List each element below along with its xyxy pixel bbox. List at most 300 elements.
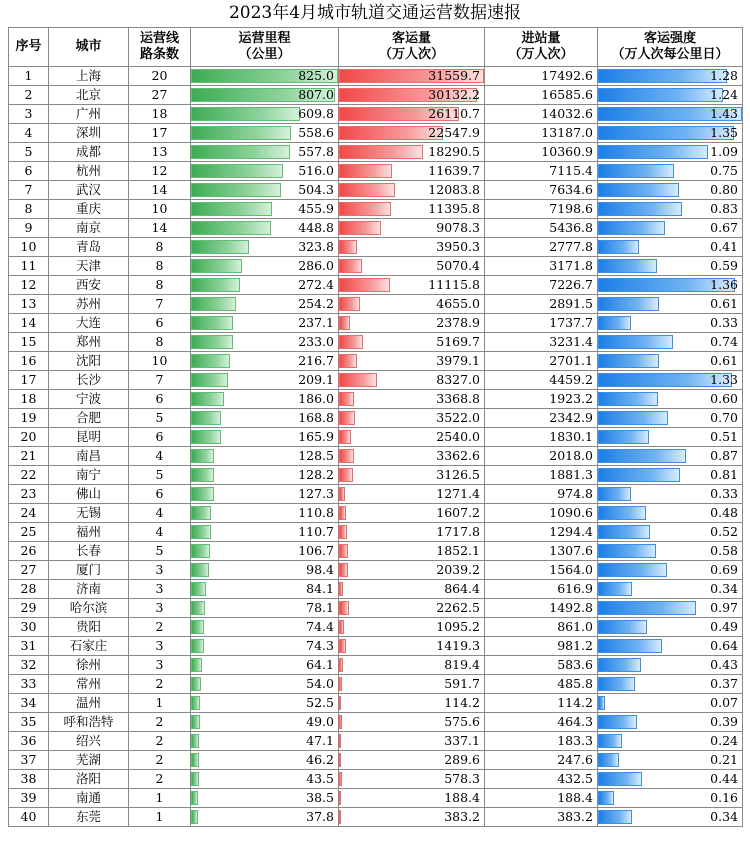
row-intensity-value: 0.52 — [710, 524, 738, 539]
row-index: 11 — [9, 257, 49, 276]
row-intensity — [598, 352, 743, 371]
table-row — [9, 257, 743, 276]
row-intensity — [598, 390, 743, 409]
row-mileage-bar — [191, 240, 249, 254]
row-index: 29 — [9, 599, 49, 618]
row-lines: 14 — [129, 219, 191, 238]
row-index: 13 — [9, 295, 49, 314]
row-mileage — [191, 808, 339, 827]
row-passengers-value: 30132.2 — [428, 87, 480, 102]
row-passengers-value: 3362.6 — [436, 448, 480, 463]
table-row — [9, 561, 743, 580]
row-intensity — [598, 314, 743, 333]
row-city: 西安 — [49, 276, 129, 295]
row-entries: 583.6 — [485, 656, 598, 675]
row-entries: 1830.1 — [485, 428, 598, 447]
row-index: 12 — [9, 276, 49, 295]
row-city: 贵阳 — [49, 618, 129, 637]
row-lines: 5 — [129, 409, 191, 428]
row-city: 石家庄 — [49, 637, 129, 656]
row-passengers — [339, 637, 485, 656]
table-row — [9, 143, 743, 162]
header-entries: 进站量 （万人次） — [485, 28, 598, 67]
row-mileage — [191, 428, 339, 447]
row-mileage — [191, 352, 339, 371]
row-entries: 432.5 — [485, 770, 598, 789]
row-entries: 1881.3 — [485, 466, 598, 485]
row-passengers-bar — [339, 506, 346, 520]
table-row — [9, 599, 743, 618]
row-passengers-value: 3126.5 — [436, 467, 480, 482]
row-passengers-bar — [339, 810, 341, 824]
row-intensity — [598, 409, 743, 428]
row-city: 广州 — [49, 105, 129, 124]
row-mileage — [191, 789, 339, 808]
row-mileage — [191, 200, 339, 219]
row-mileage — [191, 504, 339, 523]
row-intensity — [598, 257, 743, 276]
row-index: 5 — [9, 143, 49, 162]
row-mileage-bar — [191, 107, 300, 121]
row-index: 34 — [9, 694, 49, 713]
row-entries: 14032.6 — [485, 105, 598, 124]
table-row — [9, 295, 743, 314]
row-intensity-value: 0.58 — [710, 543, 738, 558]
row-index: 7 — [9, 181, 49, 200]
row-mileage-value: 52.5 — [306, 695, 334, 710]
table-row — [9, 447, 743, 466]
row-mileage-bar — [191, 734, 199, 748]
table-row — [9, 656, 743, 675]
row-city: 郑州 — [49, 333, 129, 352]
row-passengers — [339, 200, 485, 219]
table-row — [9, 219, 743, 238]
row-mileage — [191, 770, 339, 789]
table-header — [9, 28, 743, 67]
row-mileage-value: 825.0 — [298, 68, 334, 83]
row-mileage — [191, 276, 339, 295]
row-mileage-value: 237.1 — [298, 315, 334, 330]
row-passengers — [339, 751, 485, 770]
row-passengers — [339, 447, 485, 466]
row-mileage-bar — [191, 468, 214, 482]
row-passengers-bar — [339, 392, 354, 406]
row-intensity-value: 0.43 — [710, 657, 738, 672]
row-passengers-value: 289.6 — [444, 752, 480, 767]
row-index: 20 — [9, 428, 49, 447]
row-intensity-bar — [598, 88, 723, 102]
row-intensity-bar — [598, 468, 680, 482]
row-intensity — [598, 751, 743, 770]
row-lines: 3 — [129, 656, 191, 675]
row-intensity — [598, 466, 743, 485]
row-passengers — [339, 542, 485, 561]
row-lines: 2 — [129, 732, 191, 751]
table-row — [9, 162, 743, 181]
row-intensity — [598, 789, 743, 808]
row-intensity-value: 0.16 — [710, 790, 738, 805]
row-lines: 27 — [129, 86, 191, 105]
row-passengers-value: 11395.8 — [428, 201, 480, 216]
row-mileage-bar — [191, 696, 200, 710]
row-mileage-value: 43.5 — [306, 771, 334, 786]
row-intensity — [598, 200, 743, 219]
row-passengers-bar — [339, 411, 355, 425]
table-row — [9, 409, 743, 428]
row-index: 31 — [9, 637, 49, 656]
row-lines: 3 — [129, 561, 191, 580]
row-lines: 3 — [129, 580, 191, 599]
row-entries: 13187.0 — [485, 124, 598, 143]
row-intensity — [598, 428, 743, 447]
row-passengers-value: 26110.7 — [428, 106, 480, 121]
row-lines: 12 — [129, 162, 191, 181]
row-mileage-value: 448.8 — [298, 220, 334, 235]
row-intensity-bar — [598, 449, 686, 463]
row-passengers — [339, 504, 485, 523]
row-mileage-value: 286.0 — [298, 258, 334, 273]
row-intensity-value: 0.83 — [710, 201, 738, 216]
row-intensity-value: 0.69 — [710, 562, 738, 577]
row-city: 沈阳 — [49, 352, 129, 371]
row-intensity-bar — [598, 430, 649, 444]
row-intensity-bar — [598, 487, 631, 501]
row-entries: 2342.9 — [485, 409, 598, 428]
row-lines: 10 — [129, 200, 191, 219]
table-row — [9, 238, 743, 257]
table-row — [9, 371, 743, 390]
row-entries: 2018.0 — [485, 447, 598, 466]
row-passengers-value: 3522.0 — [436, 410, 480, 425]
row-intensity-value: 0.44 — [710, 771, 738, 786]
row-mileage — [191, 371, 339, 390]
row-lines: 1 — [129, 808, 191, 827]
row-passengers-bar — [339, 145, 423, 159]
row-passengers-value: 8327.0 — [436, 372, 480, 387]
row-passengers — [339, 808, 485, 827]
row-intensity-bar — [598, 563, 667, 577]
row-mileage — [191, 751, 339, 770]
row-passengers-bar — [339, 753, 341, 767]
row-lines: 4 — [129, 504, 191, 523]
row-entries: 7634.6 — [485, 181, 598, 200]
row-passengers — [339, 428, 485, 447]
row-mileage-value: 168.8 — [298, 410, 334, 425]
row-passengers-value: 22547.9 — [428, 125, 480, 140]
row-mileage-bar — [191, 202, 272, 216]
row-passengers-bar — [339, 335, 363, 349]
row-passengers-value: 1419.3 — [436, 638, 480, 653]
row-mileage-value: 216.7 — [298, 353, 334, 368]
row-passengers-bar — [339, 734, 341, 748]
row-passengers-bar — [339, 354, 357, 368]
row-lines: 6 — [129, 390, 191, 409]
row-lines: 8 — [129, 333, 191, 352]
row-mileage-value: 557.8 — [298, 144, 334, 159]
row-mileage-bar — [191, 411, 221, 425]
table-row — [9, 732, 743, 751]
row-mileage — [191, 238, 339, 257]
row-passengers-value: 1095.2 — [436, 619, 480, 634]
row-intensity-value: 1.09 — [710, 144, 738, 159]
row-entries: 2891.5 — [485, 295, 598, 314]
row-intensity-bar — [598, 810, 632, 824]
row-entries: 2701.1 — [485, 352, 598, 371]
row-mileage-value: 323.8 — [298, 239, 334, 254]
row-intensity-value: 0.21 — [710, 752, 738, 767]
row-passengers — [339, 713, 485, 732]
row-passengers — [339, 162, 485, 181]
row-entries: 7198.6 — [485, 200, 598, 219]
row-index: 40 — [9, 808, 49, 827]
row-passengers-value: 2039.2 — [436, 562, 480, 577]
row-mileage-bar — [191, 335, 233, 349]
row-passengers-value: 11115.8 — [428, 277, 480, 292]
row-mileage-bar — [191, 506, 211, 520]
table-body — [9, 67, 743, 827]
row-intensity-bar — [598, 753, 619, 767]
row-lines: 13 — [129, 143, 191, 162]
row-mileage-bar — [191, 601, 205, 615]
row-passengers-value: 2378.9 — [436, 315, 480, 330]
row-passengers — [339, 675, 485, 694]
row-passengers-bar — [339, 487, 345, 501]
row-passengers — [339, 181, 485, 200]
row-intensity — [598, 143, 743, 162]
row-index: 9 — [9, 219, 49, 238]
row-intensity-bar — [598, 297, 659, 311]
row-passengers — [339, 276, 485, 295]
row-city: 温州 — [49, 694, 129, 713]
row-intensity-value: 0.67 — [710, 220, 738, 235]
row-mileage-value: 47.1 — [306, 733, 334, 748]
table-row — [9, 333, 743, 352]
row-lines: 6 — [129, 314, 191, 333]
row-passengers-value: 337.1 — [444, 733, 480, 748]
row-passengers — [339, 656, 485, 675]
row-intensity-value: 0.24 — [710, 733, 738, 748]
row-index: 15 — [9, 333, 49, 352]
row-mileage-value: 38.5 — [306, 790, 334, 805]
row-intensity — [598, 637, 743, 656]
row-intensity-bar — [598, 411, 668, 425]
table-row — [9, 713, 743, 732]
row-mileage-bar — [191, 316, 233, 330]
row-mileage — [191, 257, 339, 276]
row-mileage — [191, 675, 339, 694]
row-entries: 10360.9 — [485, 143, 598, 162]
row-mileage-bar — [191, 791, 198, 805]
row-mileage — [191, 314, 339, 333]
row-city: 南昌 — [49, 447, 129, 466]
row-index: 8 — [9, 200, 49, 219]
table-row — [9, 314, 743, 333]
row-mileage — [191, 333, 339, 352]
row-lines: 4 — [129, 447, 191, 466]
row-mileage — [191, 143, 339, 162]
row-entries: 464.3 — [485, 713, 598, 732]
row-lines: 3 — [129, 637, 191, 656]
row-entries: 16585.6 — [485, 86, 598, 105]
table-row — [9, 675, 743, 694]
row-mileage-value: 807.0 — [298, 87, 334, 102]
row-entries: 1492.8 — [485, 599, 598, 618]
row-intensity-value: 0.59 — [710, 258, 738, 273]
row-intensity-bar — [598, 506, 646, 520]
row-city: 东莞 — [49, 808, 129, 827]
row-index: 23 — [9, 485, 49, 504]
row-passengers-bar — [339, 297, 360, 311]
table-row — [9, 618, 743, 637]
row-entries: 383.2 — [485, 808, 598, 827]
row-intensity-value: 0.74 — [710, 334, 738, 349]
row-intensity-bar — [598, 316, 631, 330]
row-mileage-bar — [191, 563, 209, 577]
row-passengers-value: 3368.8 — [436, 391, 480, 406]
row-passengers-bar — [339, 316, 350, 330]
row-index: 4 — [9, 124, 49, 143]
row-lines: 20 — [129, 67, 191, 86]
row-intensity — [598, 808, 743, 827]
row-mileage-bar — [191, 487, 214, 501]
row-intensity — [598, 86, 743, 105]
row-lines: 8 — [129, 238, 191, 257]
row-mileage-value: 455.9 — [298, 201, 334, 216]
row-index: 32 — [9, 656, 49, 675]
row-passengers-bar — [339, 240, 357, 254]
row-passengers-value: 18290.5 — [428, 144, 480, 159]
row-passengers — [339, 580, 485, 599]
row-city: 呼和浩特 — [49, 713, 129, 732]
row-mileage-value: 516.0 — [298, 163, 334, 178]
row-passengers — [339, 219, 485, 238]
table-row — [9, 276, 743, 295]
row-intensity-value: 1.24 — [710, 87, 738, 102]
row-mileage-bar — [191, 145, 290, 159]
row-intensity-value: 0.34 — [710, 809, 738, 824]
row-mileage-value: 74.4 — [306, 619, 334, 634]
row-lines: 5 — [129, 542, 191, 561]
row-entries: 114.2 — [485, 694, 598, 713]
row-mileage — [191, 447, 339, 466]
row-passengers-bar — [339, 449, 354, 463]
header-city: 城市 — [49, 28, 129, 67]
row-mileage-value: 128.2 — [298, 467, 334, 482]
row-intensity — [598, 219, 743, 238]
row-index: 33 — [9, 675, 49, 694]
row-passengers — [339, 295, 485, 314]
row-intensity-value: 0.37 — [710, 676, 738, 691]
row-intensity-bar — [598, 620, 647, 634]
header-idx: 序号 — [9, 28, 49, 67]
row-passengers-bar — [339, 639, 346, 653]
row-city: 南宁 — [49, 466, 129, 485]
row-lines: 7 — [129, 295, 191, 314]
row-passengers-value: 12083.8 — [428, 182, 480, 197]
row-city: 杭州 — [49, 162, 129, 181]
table-row — [9, 428, 743, 447]
row-passengers-value: 578.3 — [444, 771, 480, 786]
row-mileage-value: 165.9 — [298, 429, 334, 444]
row-intensity-bar — [598, 601, 696, 615]
row-mileage-bar — [191, 658, 202, 672]
row-mileage — [191, 542, 339, 561]
table-row — [9, 580, 743, 599]
row-mileage-value: 64.1 — [306, 657, 334, 672]
row-intensity — [598, 713, 743, 732]
row-mileage-bar — [191, 620, 204, 634]
header-lines: 运营线 路条数 — [129, 28, 191, 67]
row-mileage — [191, 295, 339, 314]
row-intensity-bar — [598, 164, 674, 178]
row-intensity-bar — [598, 525, 650, 539]
row-passengers-bar — [339, 183, 395, 197]
row-index: 18 — [9, 390, 49, 409]
row-mileage-value: 110.7 — [298, 524, 334, 539]
row-passengers-value: 2262.5 — [436, 600, 480, 615]
row-intensity-value: 0.61 — [710, 353, 738, 368]
row-mileage-bar — [191, 392, 224, 406]
row-mileage-value: 46.2 — [306, 752, 334, 767]
row-passengers-value: 4655.0 — [436, 296, 480, 311]
row-intensity-bar — [598, 639, 662, 653]
row-intensity-bar — [598, 696, 605, 710]
row-entries: 974.8 — [485, 485, 598, 504]
row-city: 佛山 — [49, 485, 129, 504]
row-mileage-value: 78.1 — [306, 600, 334, 615]
row-intensity — [598, 694, 743, 713]
row-intensity — [598, 523, 743, 542]
row-mileage-value: 233.0 — [298, 334, 334, 349]
row-intensity — [598, 447, 743, 466]
table-row — [9, 770, 743, 789]
row-entries: 5436.8 — [485, 219, 598, 238]
row-passengers-value: 9078.3 — [436, 220, 480, 235]
table-row — [9, 466, 743, 485]
row-passengers-value: 1607.2 — [436, 505, 480, 520]
row-intensity-bar — [598, 791, 614, 805]
row-index: 38 — [9, 770, 49, 789]
header-mileage: 运营里程 （公里） — [191, 28, 339, 67]
row-index: 28 — [9, 580, 49, 599]
row-entries: 4459.2 — [485, 371, 598, 390]
row-passengers-value: 3979.1 — [436, 353, 480, 368]
row-passengers-value: 2540.0 — [436, 429, 480, 444]
row-lines: 2 — [129, 751, 191, 770]
row-passengers-bar — [339, 202, 391, 216]
row-mileage-value: 609.8 — [298, 106, 334, 121]
row-entries: 183.3 — [485, 732, 598, 751]
row-mileage-bar — [191, 525, 211, 539]
row-intensity-bar — [598, 734, 622, 748]
row-passengers-value: 11639.7 — [428, 163, 480, 178]
row-lines: 1 — [129, 789, 191, 808]
row-passengers-value: 31559.7 — [428, 68, 480, 83]
row-mileage-value: 254.2 — [298, 296, 334, 311]
row-city: 哈尔滨 — [49, 599, 129, 618]
row-mileage-value: 106.7 — [298, 543, 334, 558]
row-passengers-value: 575.6 — [444, 714, 480, 729]
row-mileage — [191, 219, 339, 238]
row-city: 北京 — [49, 86, 129, 105]
table-row — [9, 390, 743, 409]
row-mileage-value: 272.4 — [298, 277, 334, 292]
row-intensity-bar — [598, 715, 637, 729]
row-city: 长沙 — [49, 371, 129, 390]
row-entries: 3231.4 — [485, 333, 598, 352]
row-passengers — [339, 86, 485, 105]
row-city: 常州 — [49, 675, 129, 694]
